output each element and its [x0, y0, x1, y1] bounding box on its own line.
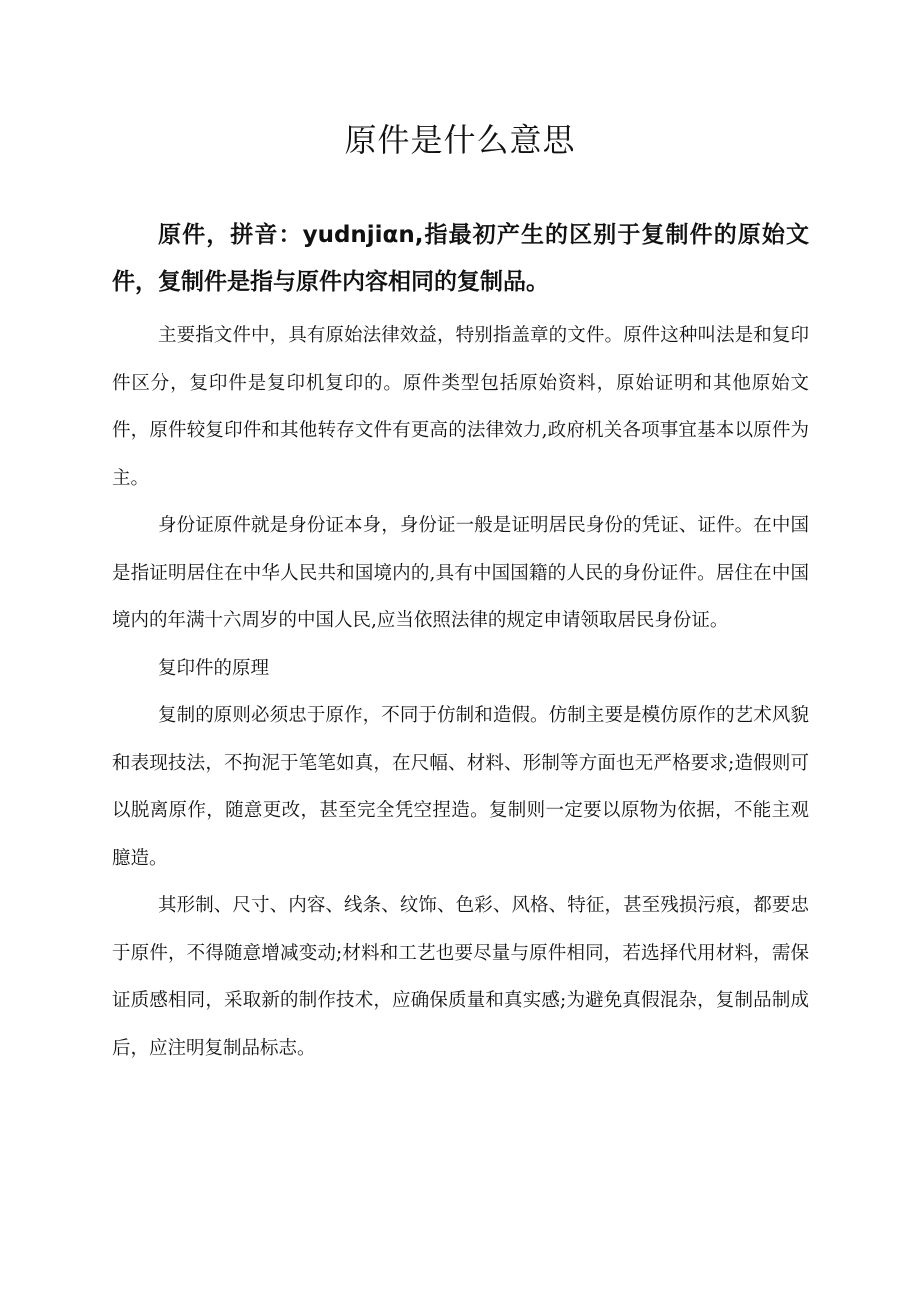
- paragraph-copy-requirements: 其形制、尺寸、内容、线条、纹饰、色彩、风格、特征，甚至残损污痕，都要忠于原件，不得随意增减变动;材料和工艺也要尽量与原件相同，若选择代用材料，需保证质感相同，采取新的制作技术，应确保质量和真实感;为避免真假混杂，复制品制成后，应注明复制品标志。: [112, 895, 809, 1059]
- body-text: [112, 312, 809, 1072]
- page-title: 原件是什么意思: [344, 121, 576, 159]
- paragraph-original-definition: 主要指文件中，具有原始法律效益，特别指盖章的文件。原件这种叫法是和复印件区分，复印件是复印机复印的。原件类型包括原始资料，原始证明和其他原始文件，原件较复印件和其他转存文件有更高的法律效力,政府机关各项事宜基本以原件为主。: [112, 325, 809, 489]
- paragraph-copy-principle: 复制的原则必须忠于原作，不同于仿制和造假。仿制主要是模仿原作的艺术风貌和表现技法，不拘泥于笔笔如真，在尺幅、材料、形制等方面也无严格要求;造假则可以脱离原作，随意更改，甚至完全凭空捏造。复制则一定要以原物为依据，不能主观臆造。: [112, 705, 809, 869]
- section-heading-copy-principle: 复印件的原理: [158, 657, 270, 679]
- lead-paragraph: 原件，拼音：yudnjiαn,指最初产生的区别于复制件的原始文件，复制件是指与原件内容相同的复制品。: [112, 222, 809, 295]
- paragraph-id-card: 身份证原件就是身份证本身，身份证一般是证明居民身份的凭证、证件。在中国是指证明居住在中华人民共和国境内的,具有中国国籍的人民的身份证件。居住在中国境内的年满十六周岁的中国人民,应当依照法律的规定申请领取居民身份证。: [112, 515, 809, 631]
